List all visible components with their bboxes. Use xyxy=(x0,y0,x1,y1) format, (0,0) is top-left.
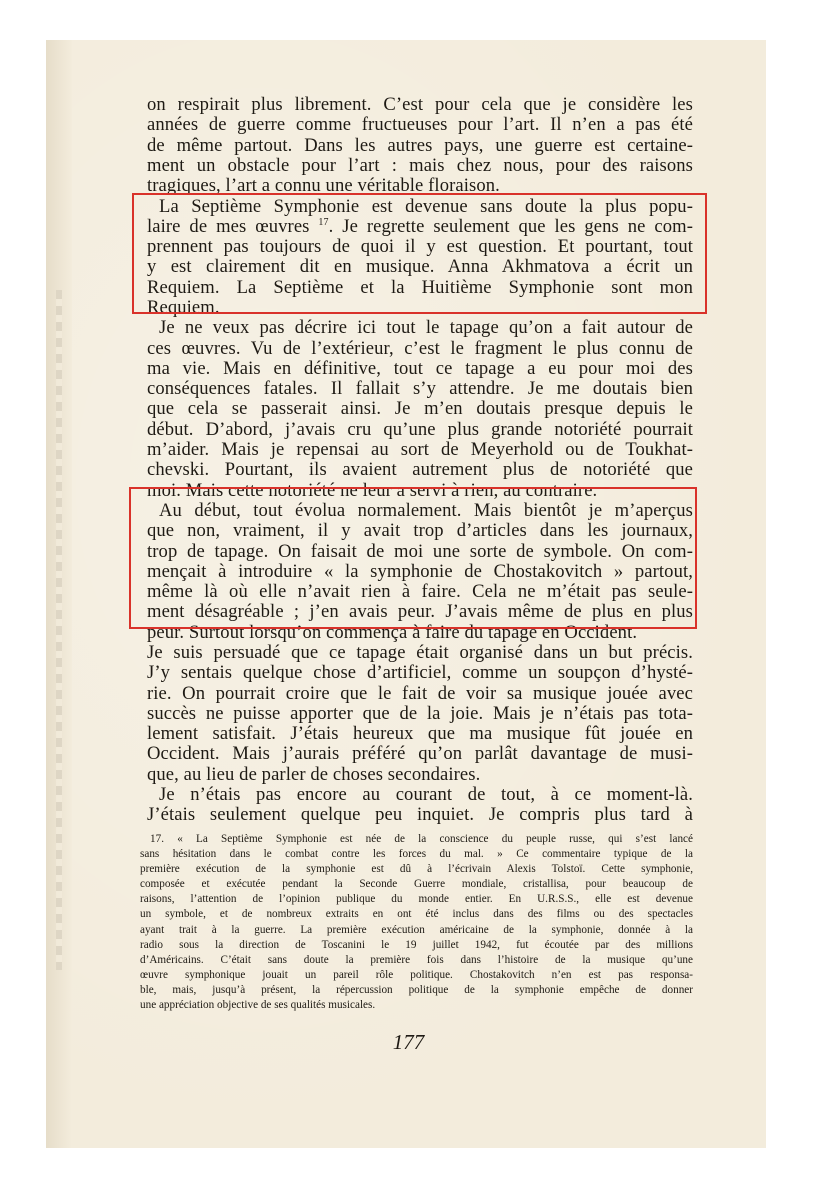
text-line: on respirait plus librement. C’est pour cela que je considère les xyxy=(147,94,693,115)
footnote-reference: 17 xyxy=(318,216,329,228)
paragraph-5 xyxy=(147,643,693,785)
paragraph-3 xyxy=(147,318,693,501)
text-line: lement satisfait. J’étais heureux que ma musique fût jouée en xyxy=(147,723,693,745)
highlight-box-2 xyxy=(129,487,697,629)
text-line: que non, vraiment, il y avait trop d’articles dans les journaux, xyxy=(147,520,693,542)
footnote-line: sans hésitation dans le combat contre les forces du mal. » Ce commentaire typique de la xyxy=(140,848,693,861)
footnote-line: première exécution de la symphonie est dû à l’écrivain Alexis Tolstoï. Cette symphonie, xyxy=(140,863,693,876)
footnote-line: un symbole, et de nombreux extraits en ont été inclus dans des films ou des spectacles xyxy=(140,908,693,921)
footnote xyxy=(140,832,693,1013)
text-line: Je suis persuadé que ce tapage était organisé dans un but précis. xyxy=(147,642,693,663)
paragraph-6 xyxy=(147,785,693,826)
text-line: moi. Mais cette notoriété ne leur a servi à rien, au contraire. xyxy=(147,479,598,501)
text-line: Au début, tout évolua normalement. Mais bientôt je m’aperçus xyxy=(159,500,693,521)
paragraph-1 xyxy=(147,95,693,196)
text-line: ment désagréable ; j’en avais peur. J’avais même de plus en plus xyxy=(147,601,693,623)
text-line: y est clairement dit en musique. Anna Akhmatova a écrit un xyxy=(147,256,693,278)
text-line: Occident. Mais j’aurais préféré qu’on parlât davantage de musi- xyxy=(147,743,693,765)
text-line: J’étais seulement quelque peu inquiet. Je compris plus tard à xyxy=(147,804,693,826)
text-line: même là où elle n’avait rien à faire. Cela ne m’était pas seule- xyxy=(147,581,693,603)
text-line: trop de tapage. On faisait de moi une sorte de symbole. On com- xyxy=(147,540,693,562)
footnote-line: ble, mais, jusqu’à présent, la répercussion politique de la symphonie empêche de donner xyxy=(140,983,693,996)
footnote-line: composée et exécutée pendant la Seconde Guerre mondiale, cristallisa, pour beaucoup de xyxy=(140,878,693,891)
footnote-line: ayant trait à la guerre. La première exécution américaine de la symphonie, donnée à la xyxy=(140,923,693,936)
text-line: ma vie. Mais en définitive, tout ce tapage a eu pour moi des xyxy=(147,357,693,379)
text-line: années de guerre comme fructueuses pour l’art. Il n’en a pas été xyxy=(147,114,693,136)
binding-thread xyxy=(56,290,62,970)
text-line: que cela se passerait ainsi. Je m’en doutais presque depuis le xyxy=(147,398,693,420)
text-line: prennent pas toujours de quoi il y est question. Et pourtant, tout xyxy=(147,236,693,258)
text-fragment: laire de mes œuvres xyxy=(147,215,319,237)
text-line: Je n’étais pas encore au courant de tout, à ce moment-là. xyxy=(159,784,693,805)
footnote-line: radio sous la direction de Toscanini le 19 juillet 1942, fut écoutée par des millions xyxy=(140,938,693,951)
text-line: Je ne veux pas décrire ici tout le tapage qu’on a fait autour de xyxy=(159,317,693,339)
text-line: début. D’abord, j’avais cru qu’une plus grande notoriété pourrait xyxy=(147,418,693,440)
text-line: La Septième Symphonie est devenue sans doute la plus popu- xyxy=(159,195,693,217)
page-number: 177 xyxy=(392,1030,425,1054)
text-line: m’aider. Mais je repensai au sort de Meyerhold ou de Toukhat- xyxy=(147,439,693,461)
text-line: que, au lieu de parler de choses secondaires. xyxy=(147,763,481,785)
text-line: ces œuvres. Vu de l’extérieur, c’est le fragment le plus connu de xyxy=(147,337,693,359)
text-line: conséquences fatales. Il fallait s’y attendre. Je me doutais bien xyxy=(147,378,693,400)
footnote-line: une appréciation objective de ses qualités musicales. xyxy=(140,999,376,1012)
text-line: J’y sentais quelque chose d’artificiel, comme un soupçon d’hysté- xyxy=(147,662,693,684)
text-line: peur. Surtout lorsqu’on commença à faire du tapage en Occident. xyxy=(147,621,638,643)
text-line: chevski. Pourtant, ils avaient autrement plus de notoriété que xyxy=(147,459,693,481)
text-line: de même partout. Dans les autres pays, une guerre est certaine- xyxy=(147,134,693,156)
text-line: mençait à introduire « la symphonie de Chostakovitch » partout, xyxy=(147,560,693,582)
text-line: ment un obstacle pour l’art : mais chez nous, pour des raisons xyxy=(147,154,693,176)
footnote-line: d’Américains. C’était sans doute la première fois dans l’histoire de la musique qu’une xyxy=(140,953,693,966)
footnote-line: œuvre symphonique jouait un pareil rôle politique. Chostakovitch n’en est pas responsa- xyxy=(140,968,693,981)
text-line: Requiem. xyxy=(147,296,220,318)
text-line: Requiem. La Septième et la Huitième Symphonie sont mon xyxy=(147,276,693,298)
text-line: tragiques, l’art a connu une véritable floraison. xyxy=(147,175,500,197)
footnote-line: 17. « La Septième Symphonie est née de la conscience du peuple russe, qui s’est lancé xyxy=(150,833,693,845)
text-fragment: . Je regrette seulement que les gens ne com- xyxy=(328,215,694,237)
footnote-line: raisons, l’attention de l’opinion publique du monde entier. En U.R.S.S., elle est devenue xyxy=(140,893,693,906)
highlight-box-1 xyxy=(132,193,707,314)
text-line: rie. On pourrait croire que le fait de voir sa musique jouée avec xyxy=(147,682,693,704)
text-line: succès ne puisse apporter que de la joie. Mais je n’étais pas tota- xyxy=(147,702,693,724)
